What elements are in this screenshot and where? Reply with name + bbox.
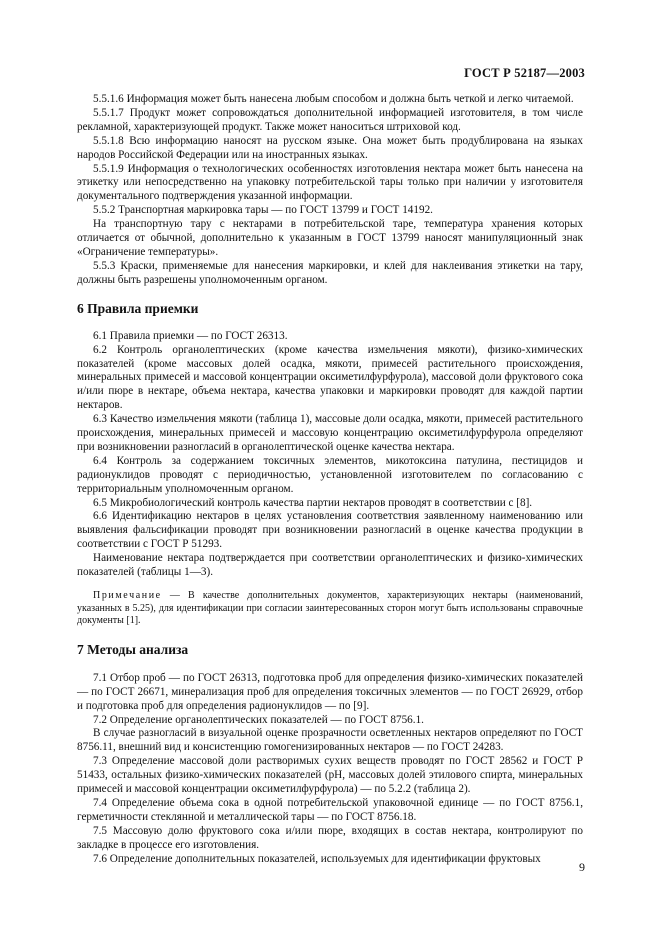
section-6-heading: 6 Правила приемки (77, 300, 199, 316)
standard-header: ГОСТ Р 52187—2003 (464, 66, 585, 80)
note (77, 590, 583, 628)
paragraph-nectar-name: Наименование нектара подтверждается при соответствии органолептических и физико-химических показателей (таблицы 1—3). (77, 552, 583, 579)
paragraph-5-5-1-6: 5.5.1.6 Информация может быть нанесена любым способом и должна быть четкой и легко читаемой. (93, 93, 574, 105)
paragraph-6-4: 6.4 Контроль за содержанием токсичных элементов, микотоксина патулина, пестицидов и радионуклидов проводят с периодичностью, установленной изготовителем по согласованию с территориальным уполномоченным органом. (77, 454, 583, 495)
note-text: — В качестве дополнительных документов, характеризующих нектары (наименований, указанных в 5.25), для идентификации при согласии заинтересованных сторон могут быть использованы справочные документы [1]. (77, 590, 583, 627)
paragraph-5-5-2: 5.5.2 Транспортная маркировка тары — по ГОСТ 13799 и ГОСТ 14192. (93, 204, 433, 217)
paragraph-6-6: 6.6 Идентификацию нектаров в целях установления соответствия заявленному наименованию или выявления фальсификации проводят при возникновении разногласий в оценке качества продукции в соответствии с ГОСТ Р 51293. (77, 510, 583, 551)
paragraph-7-4: 7.4 Определение объема сока в одной потребительской упаковочной единице — по ГОСТ 8756.1, герметичности стеклянной и металлической тары — по ГОСТ 8756.18. (77, 796, 583, 823)
paragraph-6-3: 6.3 Качество измельчения мякоти (таблица 1), массовые доли осадка, мякоти, примесей растительного происхождения, минеральных примесей и массовую концентрацию оксиметилфурфурола определяют при возникновении разногласий в органолептической оценке качества нектара. (77, 413, 583, 453)
paragraph-transport-tare: На транспортную тару с нектарами в потребительской таре, температура хранения которых отличается от обычной, дополнительно к указанным в ГОСТ 13799 наносят манипуляционный знак «Ограничение температуры». (77, 218, 583, 258)
paragraph-6-2: 6.2 Контроль органолептических (кроме качества измельчения мякоти), физико-химических показателей (кроме массовых долей осадка, мякоти, примесей растительного происхождения, минеральных примесей и массовой концентрации оксиметилфурфурола), массовой доли фруктового сока и/или пюре в нектаре, объема нектара, качества упаковки и маркировки проводят для каждой партии нектаров. (77, 343, 583, 412)
paragraph-visual-disagreement: В случае разногласий в визуальной оценке прозрачности осветленных нектаров определяют по ГОСТ 8756.11, внешний вид и консистенцию гомогенизированных нектаров — по ГОСТ 24283. (77, 727, 583, 754)
paragraph-5-5-3: 5.5.3 Краски, применяемые для нанесения маркировки, и клей для наклеивания этикетки на тару, должны быть разрешены уполномоченным органом. (77, 259, 583, 286)
paragraph-5-5-1-9: 5.5.1.9 Информация о технологических особенностях изготовления нектара может быть нанесена на этикетку или непосредственно на упаковку потребительской тары только при наличии у изготовителя документального подтверждения указанной информации. (77, 162, 583, 203)
paragraph-6-1: 6.1 Правила приемки — по ГОСТ 26313. (93, 329, 288, 342)
note-label: Примечание (93, 590, 162, 601)
paragraph-5-5-1-8: 5.5.1.8 Всю информацию наносят на русском языке. Она может быть продублирована на языках народов Российской Федерации или на иностранных языках. (77, 134, 583, 161)
page-number: 9 (579, 860, 585, 874)
paragraph-7-2: 7.2 Определение органолептических показателей — по ГОСТ 8756.1. (93, 713, 424, 726)
paragraph-6-5: 6.5 Микробиологический контроль качества партии нектаров проводят в соответствии с [8]. (93, 496, 533, 509)
section-7-heading: 7 Методы анализа (77, 641, 189, 657)
paragraph-7-3: 7.3 Определение массовой доли растворимых сухих веществ проводят по ГОСТ 28562 и ГОСТ Р 51433, остальных физико-химических показателей (pH, массовых долей этилового спирта, минеральных примесей и массовой концентрации оксиметилфурфурола) — по 5.2.2 (таблица 2). (77, 755, 583, 796)
paragraph-7-5: 7.5 Массовую долю фруктового сока и/или пюре, входящих в состав нектара, контролируют по закладке в процессе его изготовления. (77, 824, 583, 851)
page-content (77, 93, 583, 866)
paragraph-5-5-1-7: 5.5.1.7 Продукт может сопровождаться дополнительной информацией изготовителя, в том числе рекламной, характеризующей продукт. Также может наноситься штриховой код. (77, 106, 583, 133)
paragraph-7-6: 7.6 Определение дополнительных показателей, используемых для идентификации фруктовых (93, 852, 541, 865)
paragraph-7-1: 7.1 Отбор проб — по ГОСТ 26313, подготовка проб для определения физико-химических показателей — по ГОСТ 26671, минерализация проб для определения токсичных элементов — по ГОСТ 26929, отбор и подготовка проб для определения радионуклидов — по [9]. (77, 671, 583, 712)
